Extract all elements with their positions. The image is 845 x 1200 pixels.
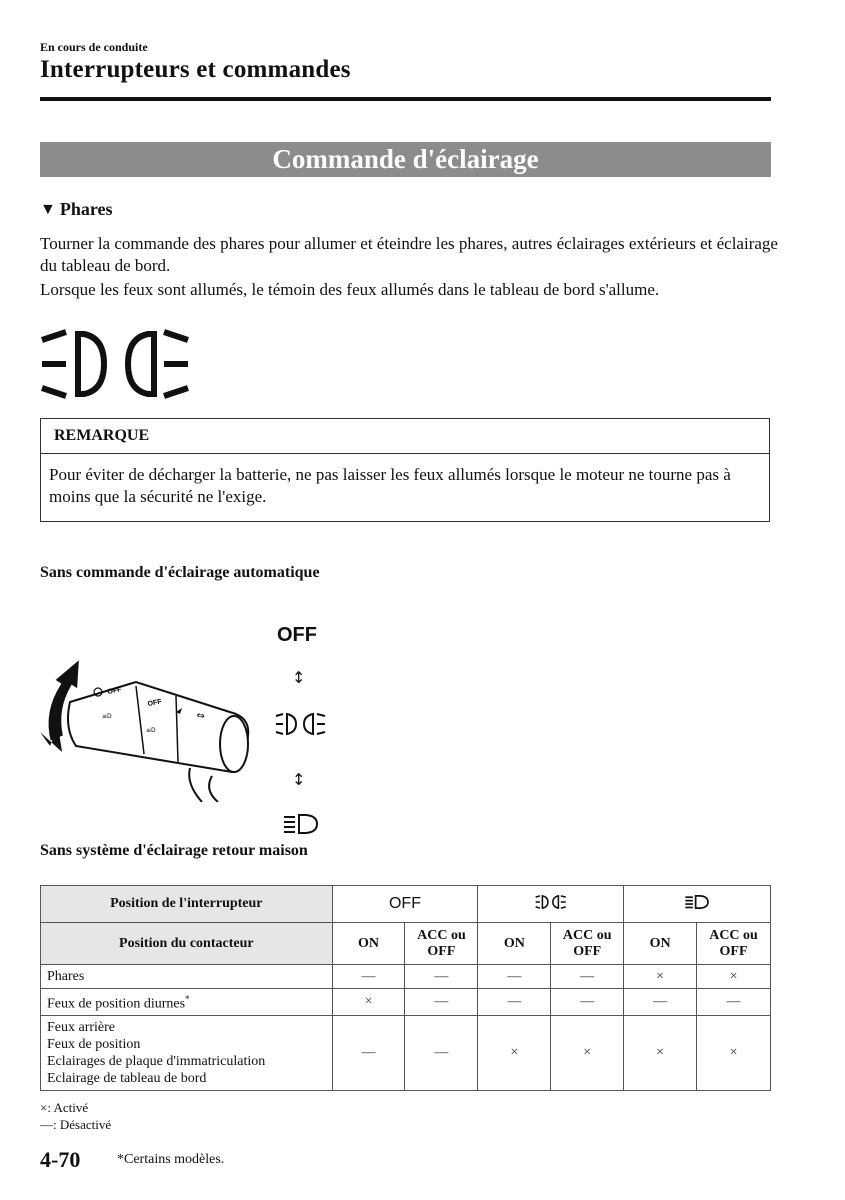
group-headlight-header [624,886,771,923]
table-row [41,923,771,965]
group-off-header: OFF [332,886,478,923]
page-number: 4-70 [40,1147,81,1172]
table-cell: — [332,1015,405,1090]
parking-light-icon [534,894,568,910]
ring-off-label: OFF [147,698,163,708]
sub-header-cell: ON [332,923,405,965]
switch-position-header: Position de l'interrupteur [41,886,333,923]
up-down-arrow-icon: ↕ [292,770,306,789]
sub-header-cell: ON [624,923,697,965]
footnote: *Certains modèles. [117,1152,225,1167]
table-cell: × [332,989,405,1016]
group-parking-header [478,886,624,923]
row-label: Feux arrière Feux de position Eclairages de plaque d'immatriculation Eclairage de tableau de bord [41,1015,333,1090]
sub-header-cell: ACC ou OFF [405,923,478,965]
headlight-indicator-icon [38,328,194,400]
ignition-position-header: Position du contacteur [41,923,333,965]
table-cell: × [697,1015,771,1090]
up-down-arrow-icon: ↕ [292,668,306,687]
table-cell: — [624,989,697,1016]
note-box [40,418,770,522]
light-switch-stalk-illustration [36,652,256,802]
section-banner-title: Commande d'éclairage [272,144,539,174]
table-cell: — [332,965,405,989]
page-title: Interrupteurs et commandes [40,56,351,83]
sub-header-cell: ON [478,923,551,965]
section-label: En cours de conduite [40,40,148,54]
parking-light-icon [275,711,327,737]
table-row [41,886,771,923]
note-heading: REMARQUE [41,419,769,454]
table-heading: Sans système d'éclairage retour maison [40,842,308,859]
off-position-label: OFF [277,624,317,646]
svg-text:≡D: ≡D [102,713,112,720]
table-cell: — [405,1015,478,1090]
svg-text:≡D: ≡D [146,727,156,734]
legend-inactive: —: Désactivé [40,1117,112,1132]
table-cell: — [478,965,551,989]
table-cell: × [551,1015,624,1090]
triangle-marker-icon: ▼ [40,200,56,218]
table-cell: × [624,965,697,989]
headlight-icon [282,813,320,835]
table-cell: × [478,1015,551,1090]
table-cell: — [405,989,478,1016]
table-cell: — [551,965,624,989]
table-row [41,1015,771,1090]
table-cell: — [551,989,624,1016]
table-row [41,989,771,1016]
table-cell: — [405,965,478,989]
sub-header-cell: ACC ou OFF [551,923,624,965]
light-position-table [40,885,771,1091]
legend-active: ×: Activé [40,1100,89,1115]
intro-paragraph: Tourner la commande des phares pour allumer et éteindre les phares, autres éclairages extérieurs et éclairage du tableau de bord. [40,234,778,275]
figure-heading: Sans commande d'éclairage automatique [40,564,320,581]
table-row [41,965,771,989]
table-cell: × [624,1015,697,1090]
row-label: Phares [41,965,333,989]
table-cell: × [697,965,771,989]
subsection-heading [40,199,113,220]
table-cell: — [697,989,771,1016]
subsection-title: Phares [59,199,113,219]
row-label: Feux de position diurnes* [41,989,333,1016]
note-text: Pour éviter de décharger la batterie, ne pas laisser les feux allumés lorsque le moteur ne tourne pas à moins que la sécurité ne l'exige. [49,465,731,506]
section-banner [40,142,771,177]
svg-text:⇔: ⇔ [195,710,206,723]
headlight-icon [684,894,710,910]
stalk-off-label: OFF [106,686,123,696]
title-divider [40,97,771,101]
indicator-paragraph: Lorsque les feux sont allumés, le témoin des feux allumés dans le tableau de bord s'allume. [40,280,660,299]
sub-header-cell: ACC ou OFF [697,923,771,965]
table-cell: — [478,989,551,1016]
